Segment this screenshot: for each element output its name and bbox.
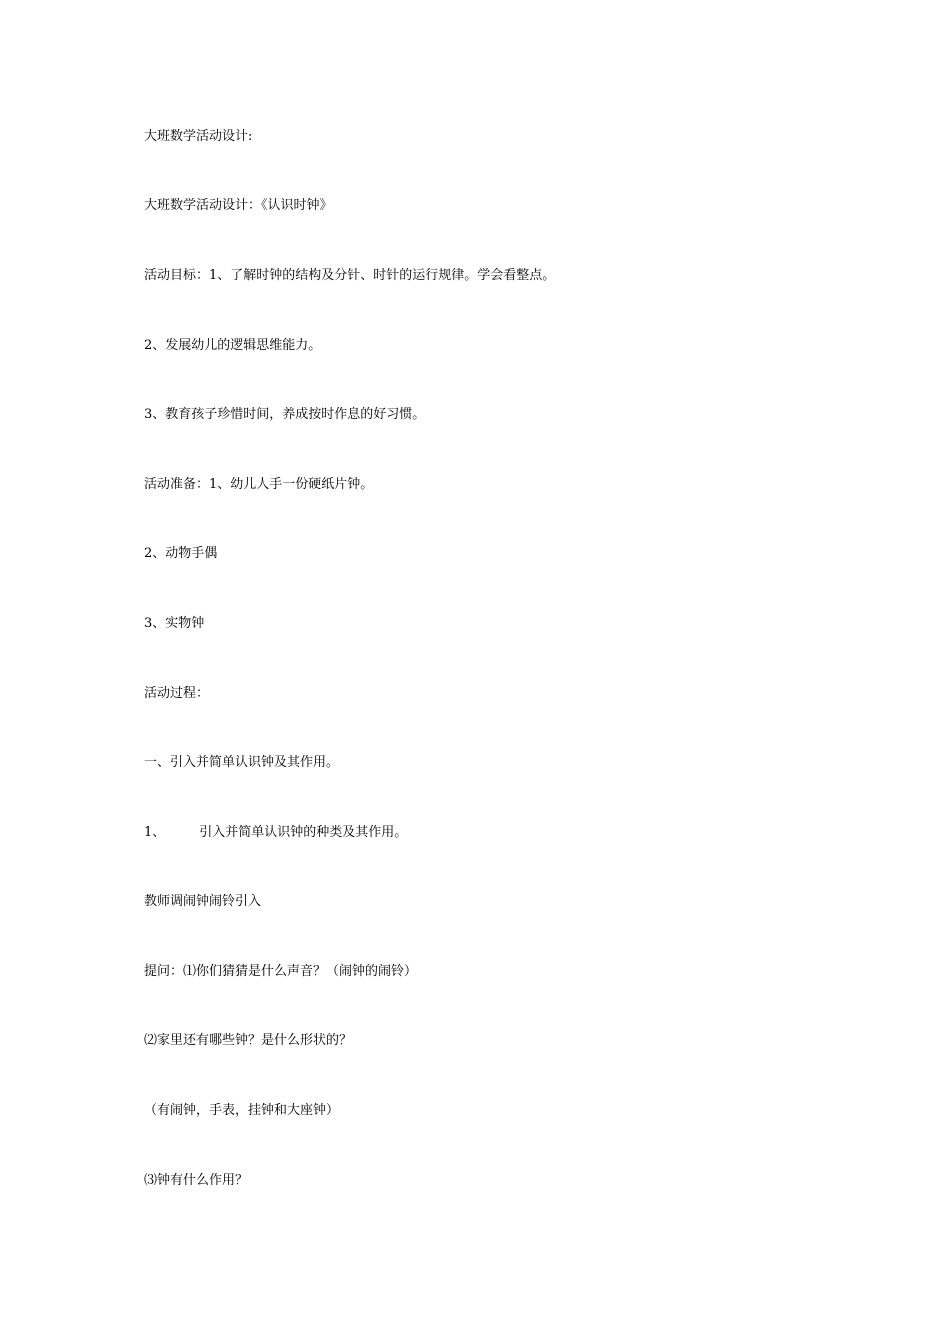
paragraph-question-3: ⑶钟有什么作用？ [144,1173,249,1188]
paragraph-step-one: 一、引入并简单认识钟及其作用。 [144,755,340,770]
paragraph-prep-2: 2、动物手偶 [144,546,218,561]
paragraph-teacher-intro: 教师调闹钟闹铃引入 [144,894,262,909]
paragraph-subtitle: 大班数学活动设计：《认识时钟》 [144,198,333,213]
paragraph-step-one-sub [144,824,407,842]
paragraph-title: 大班数学活动设计: [144,129,253,144]
list-number: 1、 [144,825,166,840]
list-text: 引入并简单认识钟的种类及其作用。 [199,825,408,840]
paragraph-prep-3: 3、实物钟 [144,616,205,631]
paragraph-goal-3: 3、教育孩子珍惜时间，养成按时作息的好习惯。 [144,407,426,422]
paragraph-goal-1: 活动目标：1、了解时钟的结构及分针、时针的运行规律。学会看整点。 [144,268,556,283]
paragraph-prep-1: 活动准备：1、幼儿人手一份硬纸片钟。 [144,477,374,492]
paragraph-question-2: ⑵家里还有哪些钟？是什么形状的？ [144,1033,353,1048]
paragraph-process-heading: 活动过程： [144,686,210,701]
paragraph-question-1: 提问：⑴你们猜猜是什么声音？（闹钟的闹铃） [144,964,418,979]
paragraph-goal-2: 2、发展幼儿的逻辑思维能力。 [144,338,322,353]
paragraph-answer-2: （有闹钟，手表，挂钟和大座钟） [144,1103,340,1118]
